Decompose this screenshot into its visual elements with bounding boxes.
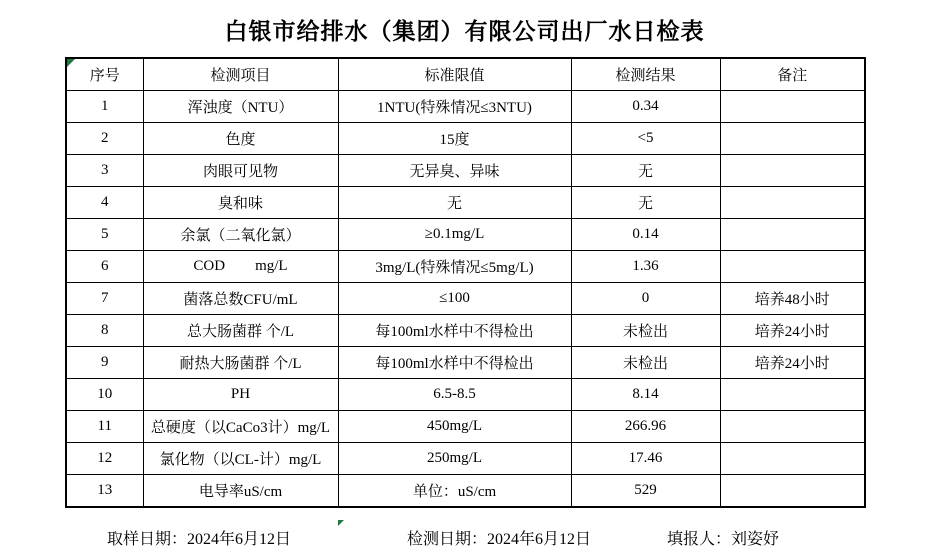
cell-item: 臭和味 — [143, 187, 338, 219]
table-row — [66, 443, 865, 475]
column-header-seq: 序号 — [66, 58, 143, 91]
table-row — [66, 123, 865, 155]
cell-limit: 450mg/L — [338, 411, 571, 443]
cell-limit: 无异臭、异味 — [338, 155, 571, 187]
cell-limit: 无 — [338, 187, 571, 219]
table-row — [66, 411, 865, 443]
column-header-item: 检测项目 — [143, 58, 338, 91]
table-row — [66, 315, 865, 347]
cell-item: 色度 — [143, 123, 338, 155]
cell-remark — [720, 251, 865, 283]
column-header-limit: 标准限值 — [338, 58, 571, 91]
cell-result: 0 — [571, 283, 720, 315]
cell-result: 无 — [571, 187, 720, 219]
cell-limit: 单位：uS/cm — [338, 475, 571, 508]
cell-remark — [720, 411, 865, 443]
cell-seq: 10 — [66, 379, 143, 411]
cell-seq: 7 — [66, 283, 143, 315]
cell-result: 未检出 — [571, 315, 720, 347]
cell-item: 电导率uS/cm — [143, 475, 338, 508]
cell-seq: 1 — [66, 91, 143, 123]
cell-remark — [720, 475, 865, 508]
cell-remark — [720, 219, 865, 251]
cell-result: 1.36 — [571, 251, 720, 283]
cell-limit: ≥0.1mg/L — [338, 219, 571, 251]
cell-seq: 8 — [66, 315, 143, 347]
table-row — [66, 219, 865, 251]
cell-result: 无 — [571, 155, 720, 187]
table-row — [66, 379, 865, 411]
cell-limit: 250mg/L — [338, 443, 571, 475]
sampling-date-label: 取样日期：2024年6月12日 — [107, 531, 292, 548]
cell-seq: 12 — [66, 443, 143, 475]
cell-limit: ≤100 — [338, 283, 571, 315]
table-row — [66, 155, 865, 187]
cell-item: 耐热大肠菌群 个/L — [143, 347, 338, 379]
cell-limit: 1NTU(特殊情况≤3NTU) — [338, 91, 571, 123]
cell-item: 肉眼可见物 — [143, 155, 338, 187]
cell-result: 未检出 — [571, 347, 720, 379]
cell-remark — [720, 155, 865, 187]
table-row — [66, 187, 865, 219]
cell-result: <5 — [571, 123, 720, 155]
cell-seq: 4 — [66, 187, 143, 219]
cell-result: 0.14 — [571, 219, 720, 251]
table-row — [66, 91, 865, 123]
cell-result: 17.46 — [571, 443, 720, 475]
column-header-remark: 备注 — [720, 58, 865, 91]
cell-error-indicator-icon — [338, 520, 344, 526]
cell-item: 浑浊度（NTU） — [143, 91, 338, 123]
cell-item: COD mg/L — [143, 251, 338, 283]
cell-result: 529 — [571, 475, 720, 508]
cell-seq: 13 — [66, 475, 143, 508]
table-row — [66, 251, 865, 283]
cell-item: 余氯（二氧化氯） — [143, 219, 338, 251]
table-row — [66, 475, 865, 508]
cell-seq: 9 — [66, 347, 143, 379]
cell-remark — [720, 379, 865, 411]
cell-remark: 培养24小时 — [720, 347, 865, 379]
page-title: 白银市给排水（集团）有限公司出厂水日检表 — [224, 19, 705, 44]
cell-item: 氯化物（以CL-计）mg/L — [143, 443, 338, 475]
cell-seq: 3 — [66, 155, 143, 187]
cell-error-indicator-icon — [67, 59, 75, 67]
header-row — [66, 58, 865, 91]
cell-seq: 5 — [66, 219, 143, 251]
cell-result: 266.96 — [571, 411, 720, 443]
cell-limit: 15度 — [338, 123, 571, 155]
cell-remark — [720, 91, 865, 123]
cell-remark — [720, 443, 865, 475]
cell-item: 总大肠菌群 个/L — [143, 315, 338, 347]
cell-remark — [720, 187, 865, 219]
cell-remark — [720, 123, 865, 155]
cell-limit: 6.5-8.5 — [338, 379, 571, 411]
cell-limit: 3mg/L(特殊情况≤5mg/L) — [338, 251, 571, 283]
cell-seq: 11 — [66, 411, 143, 443]
cell-result: 8.14 — [571, 379, 720, 411]
cell-seq: 2 — [66, 123, 143, 155]
cell-seq: 6 — [66, 251, 143, 283]
cell-result: 0.34 — [571, 91, 720, 123]
cell-remark: 培养48小时 — [720, 283, 865, 315]
inspection-table — [65, 57, 866, 508]
cell-item: 总硬度（以CaCo3计）mg/L — [143, 411, 338, 443]
table-row — [66, 347, 865, 379]
table-row — [66, 283, 865, 315]
cell-item: 菌落总数CFU/mL — [143, 283, 338, 315]
reporter-label: 填报人：刘姿妤 — [667, 531, 780, 548]
cell-limit: 每100ml水样中不得检出 — [338, 315, 571, 347]
cell-limit: 每100ml水样中不得检出 — [338, 347, 571, 379]
cell-remark: 培养24小时 — [720, 315, 865, 347]
table-body — [66, 91, 865, 508]
column-header-result: 检测结果 — [571, 58, 720, 91]
testing-date-label: 检测日期：2024年6月12日 — [407, 531, 592, 548]
cell-item: PH — [143, 379, 338, 411]
